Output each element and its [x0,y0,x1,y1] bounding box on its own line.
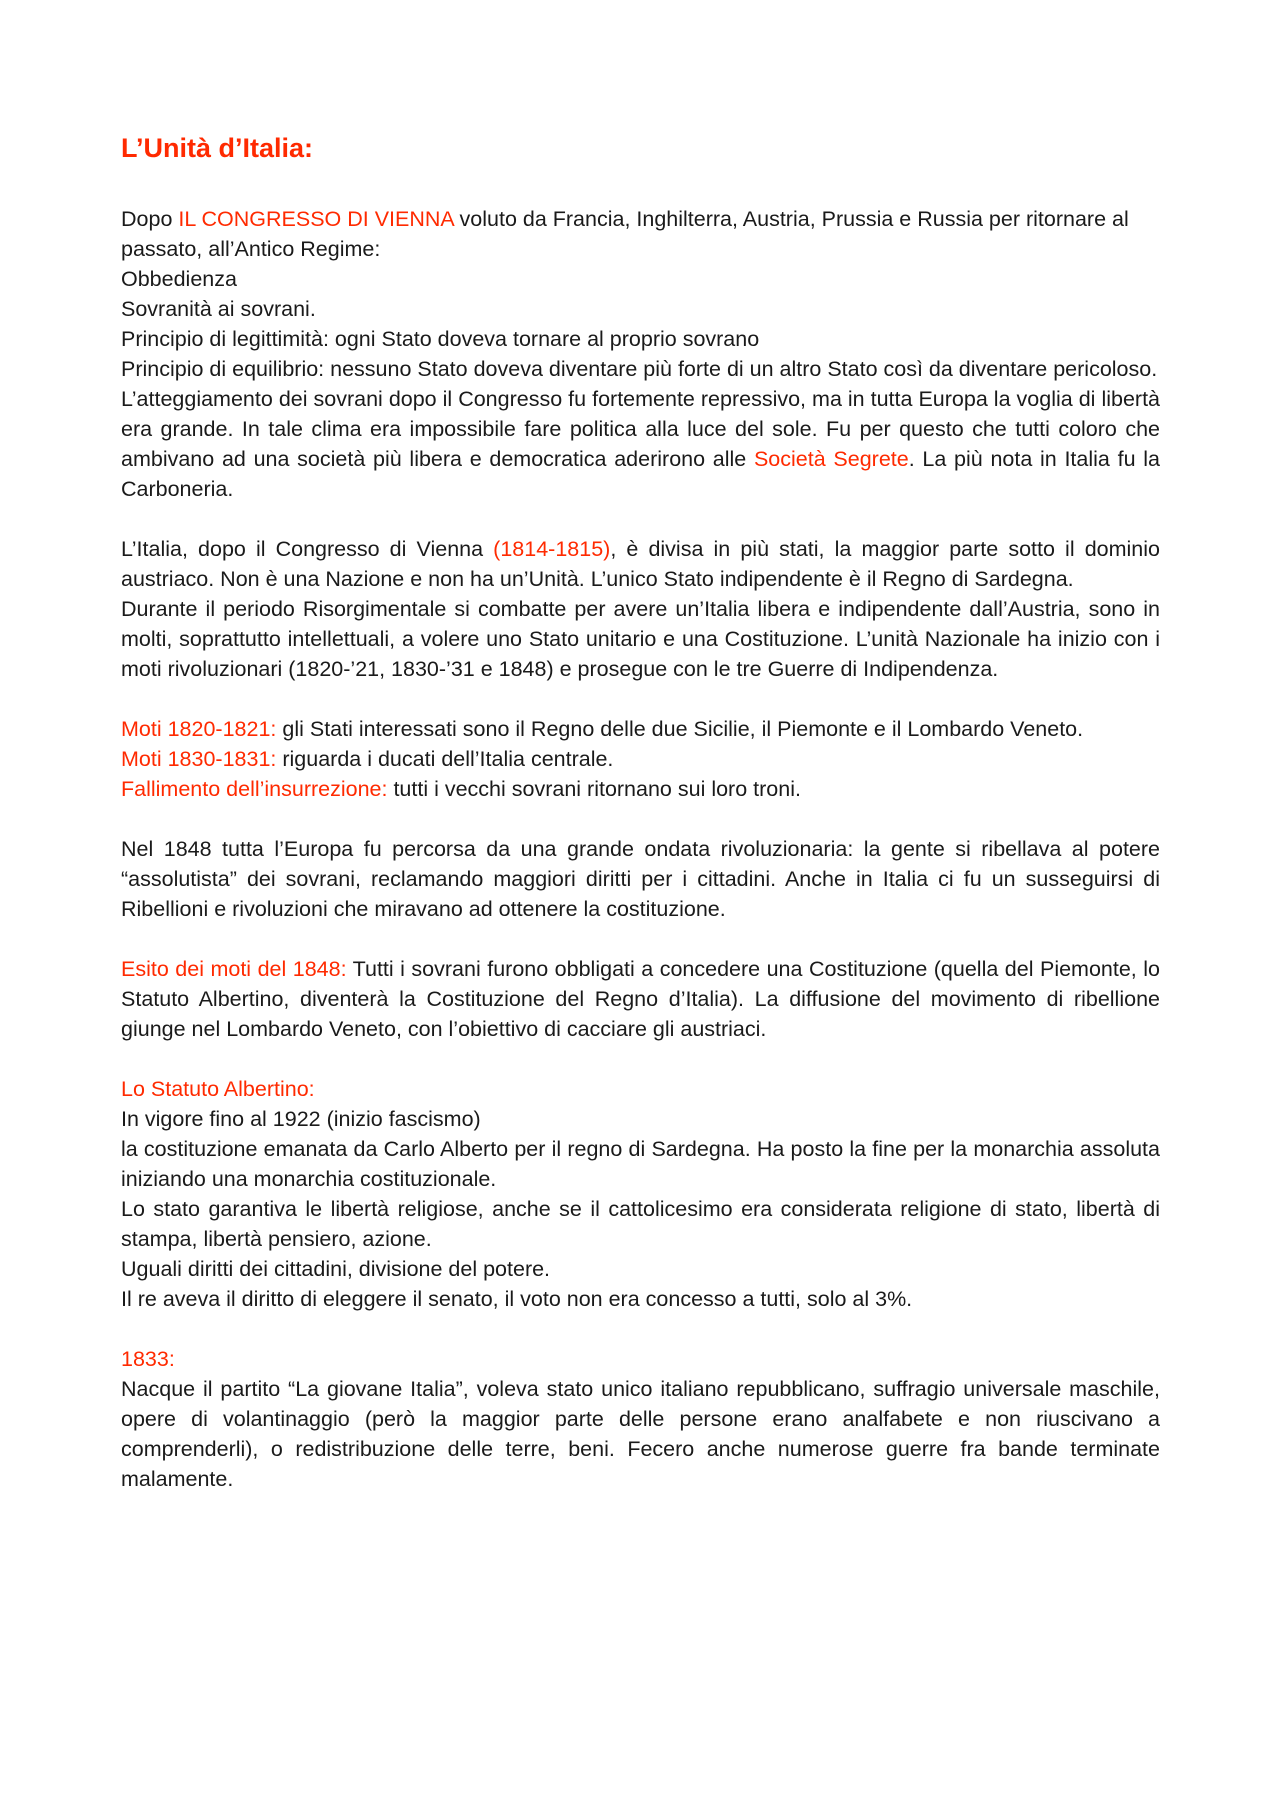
moti-1820-paragraph [121,714,1160,744]
moti-1830-text: riguarda i ducati dell’Italia centrale. [276,747,614,771]
esito-paragraph [121,954,1160,1044]
italia-paragraph [121,534,1160,594]
spacer [121,804,1160,834]
moti-1820-label: Moti 1820-1821: [121,717,277,741]
statuto-line-4: Uguali diritti dei cittadini, divisione del potere. [121,1257,551,1281]
moti-1820-text: gli Stati interessati sono il Regno delle due Sicilie, il Piemonte e il Lombardo Veneto. [276,717,1084,741]
intro-paragraph [121,204,1160,264]
fallimento-label: Fallimento dell’insurrezione: [121,777,388,801]
risorgimento-paragraph: Durante il periodo Risorgimentale si combatte per avere un’Italia libera e indipendente dall’Austria, sono in molti, soprattutto intellettuali, a volere uno Stato unitario e una Costituzione. L’unità Nazionale ha inizio con i moti rivoluzionari (1820-’21, 1830-’31 e 1848) e prosegue con le tre Guerre di Indipendenza. [121,597,1160,681]
spacer [121,1044,1160,1074]
page-title: L’Unità d’Italia: [121,133,314,163]
section-1833 [121,1344,1160,1494]
italia-rest: , è divisa in più stati, la maggior parte sotto il dominio austriaco. Non è una Nazione e non ha un’Unità. L’unico Stato indipendente è il Regno di Sardegna. [121,537,1160,591]
statuto-heading: Lo Statuto Albertino: [121,1077,315,1101]
equilibrio-paragraph: Principio di equilibrio: nessuno Stato doveva diventare più forte di un altro Stato così da diventare pericoloso. [121,357,1158,381]
fallimento-paragraph [121,774,1160,804]
moti-1830-label: Moti 1830-1831: [121,747,277,771]
atteggiamento-end: . La più nota in Italia fu la Carboneria. [121,447,1160,501]
spacer [121,1314,1160,1344]
atteggiamento-paragraph [121,384,1160,504]
dates-highlight: (1814-1815) [493,537,611,561]
statuto-line-3: Lo stato garantiva le libertà religiose, anche se il cattolicesimo era considerata religione di stato, libertà di stampa, libertà pensiero, azione. [121,1197,1160,1251]
fallimento-text: tutti i vecchi sovrani ritornano sui loro troni. [387,777,801,801]
paragraph-1833: Nacque il partito “La giovane Italia”, voleva stato unico italiano repubblicano, suffragio universale maschile, opere di volantinaggio (però la maggior parte delle persone erano analfabete e non riuscivano a comprenderli), o redistribuzione delle terre, beni. Fecero anche numerose guerre fra bande terminate malamente. [121,1377,1160,1491]
statuto-section [121,1074,1160,1314]
italia-prefix: L’Italia, dopo il Congresso di Vienna [121,537,494,561]
moti-1830-paragraph [121,744,1160,774]
statuto-line-2: la costituzione emanata da Carlo Alberto per il regno di Sardegna. Ha posto la fine per la monarchia assoluta iniziando una monarchia costituzionale. [121,1137,1160,1191]
spacer [121,924,1160,954]
esito-text: Tutti i sovrani furono obbligati a concedere una Costituzione (quella del Piemonte, lo Statuto Albertino, diventerà la Costituzione del Regno d’Italia). La diffusione del movimento di ribellione giunge nel Lombardo Veneto, con l’obiettivo di cacciare gli austriaci. [121,957,1160,1041]
statuto-line-5: Il re aveva il diritto di eleggere il senato, il voto non era concesso a tutti, solo al 3%. [121,1287,913,1311]
intro-prefix: Dopo [121,207,179,231]
statuto-line-1: In vigore fino al 1922 (inizio fascismo) [121,1107,481,1131]
spacer [121,504,1160,534]
intro-section [121,204,1160,504]
list-item-obbedienza: Obbedienza [121,267,237,291]
document-page [121,130,1160,1494]
heading-1833: 1833: [121,1347,175,1371]
paragraph-1848: Nel 1848 tutta l’Europa fu percorsa da una grande ondata rivoluzionaria: la gente si ribellava al potere “assolutista” dei sovrani, reclamando maggiori diritti per i cittadini. Anche in Italia ci fu un susseguirsi di Ribellioni e rivoluzioni che miravano ad ottenere la costituzione. [121,837,1160,921]
moti-section [121,714,1160,804]
list-item-legittimita: Principio di legittimità: ogni Stato doveva tornare al proprio sovrano [121,327,760,351]
esito-label: Esito dei moti del 1848: [121,957,347,981]
spacer [121,684,1160,714]
congresso-highlight: IL CONGRESSO DI VIENNA [178,207,454,231]
societa-segrete-highlight: Società Segrete [753,447,909,471]
atteggiamento-text: L’atteggiamento dei sovrani dopo il Congresso fu fortemente repressivo, ma in tutta Europa la voglia di libertà era grande. In tale clima era impossibile fare politica alla luce del sole. Fu per questo che tutti coloro che ambivano ad una società più libera e democratica aderirono alle [121,387,1160,471]
intro-rest: voluto da Francia, Inghilterra, Austria, Prussia e Russia per ritornare al passato, all’Antico Regime: [121,207,1129,261]
list-item-sovranita: Sovranità ai sovrani. [121,297,316,321]
italia-section [121,534,1160,684]
